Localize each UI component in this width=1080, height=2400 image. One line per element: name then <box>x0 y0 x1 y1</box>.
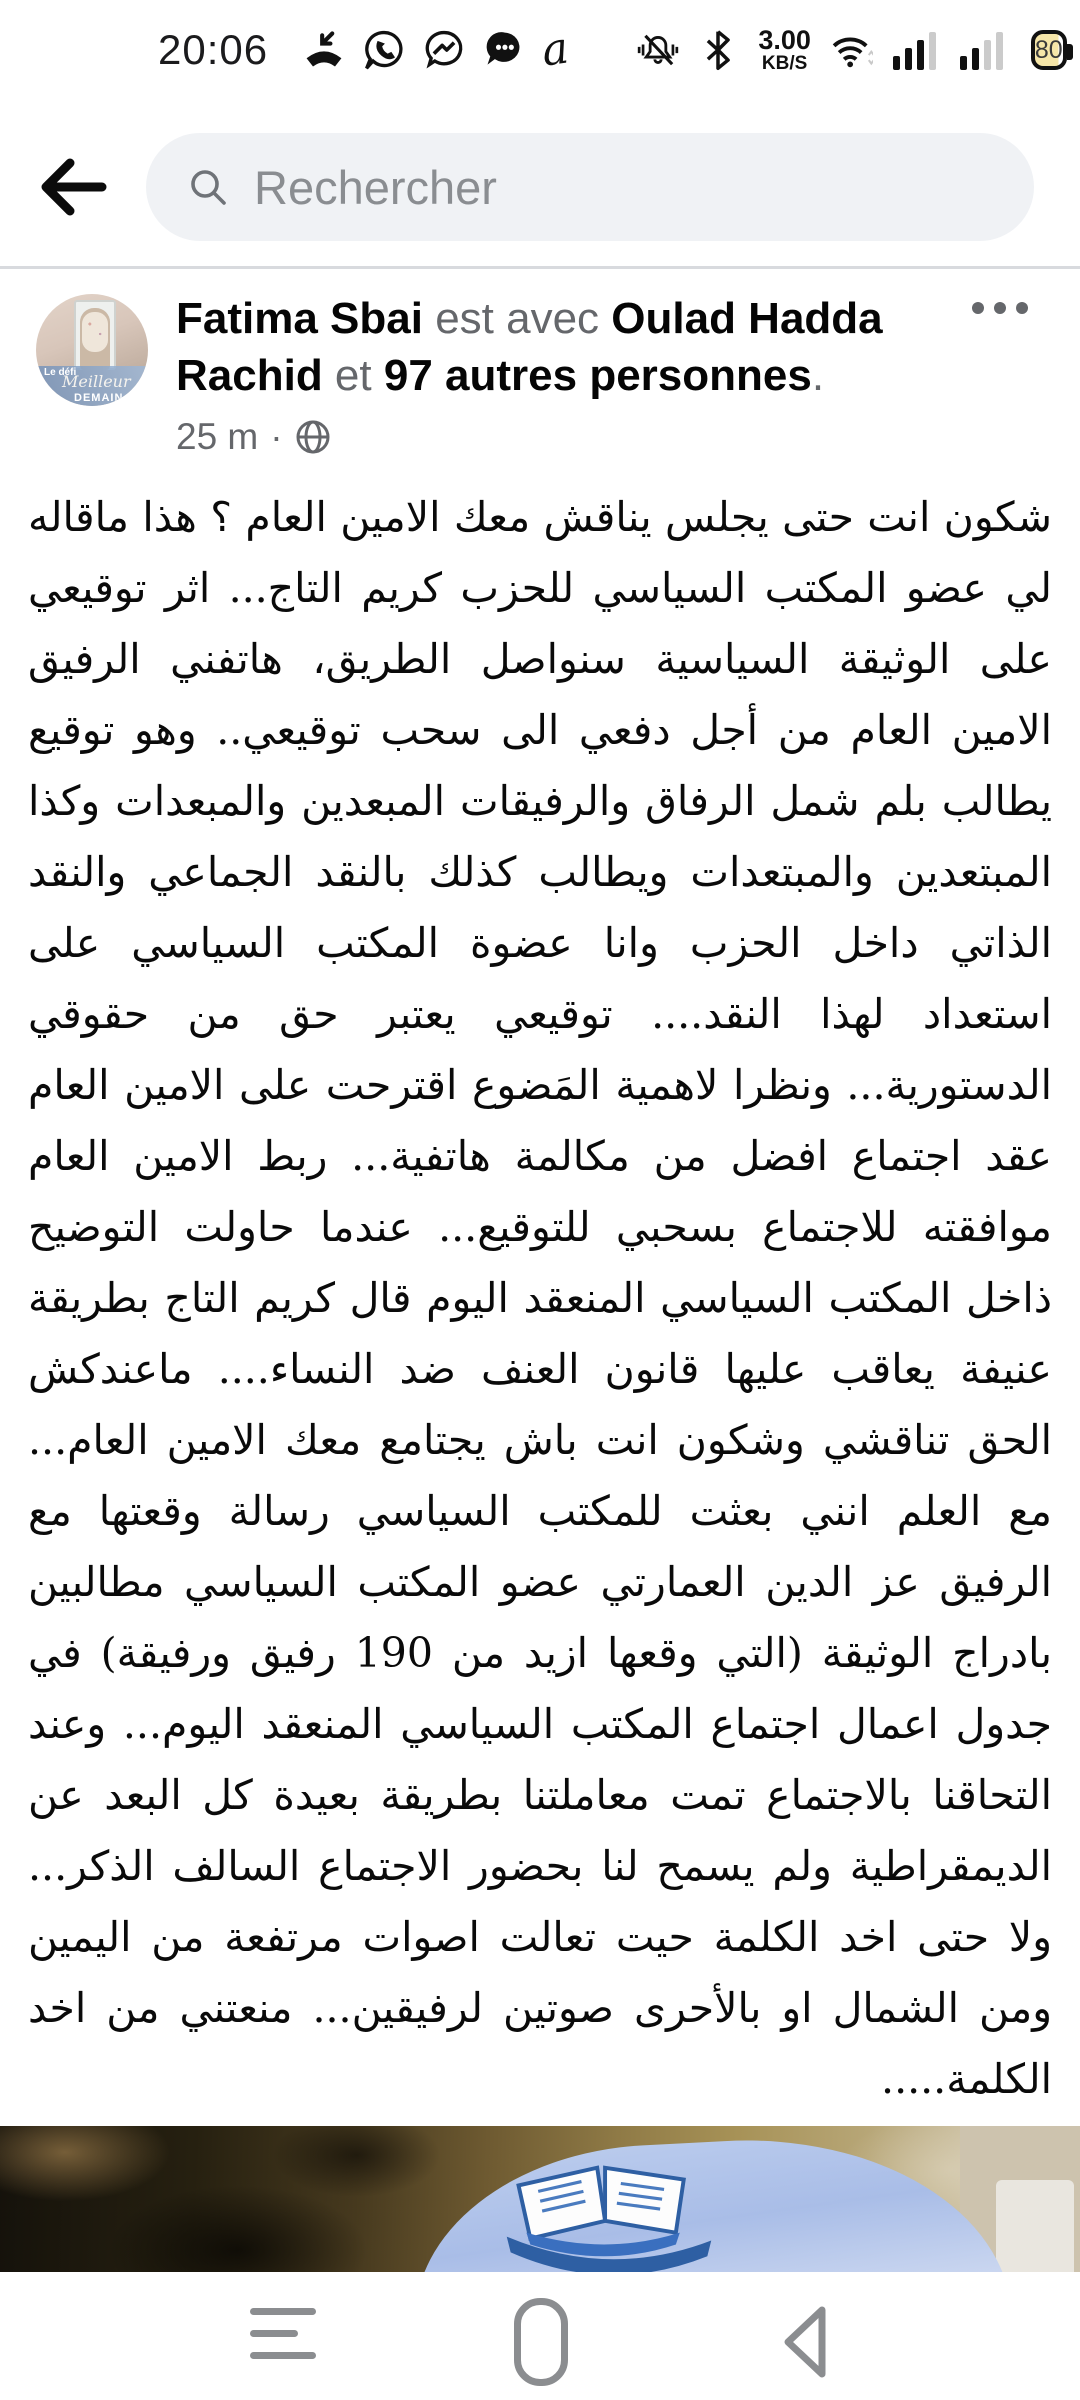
battery-icon <box>1031 30 1067 70</box>
vibrate-mute-icon <box>636 28 680 72</box>
network-speed-unit: KB/S <box>761 53 808 75</box>
others-count[interactable]: 97 autres personnes <box>383 351 812 400</box>
post-meta <box>176 416 1080 458</box>
search-input[interactable] <box>146 133 1034 241</box>
globe-icon <box>295 419 331 455</box>
back-arrow-icon <box>36 149 112 225</box>
chat-bubble-icon <box>482 28 526 72</box>
search-row <box>0 112 1080 262</box>
connector-text: est avec <box>422 294 612 343</box>
photo-door <box>996 2180 1074 2272</box>
system-nav-bar <box>0 2272 1080 2400</box>
avatar-overlay-text-3: DEMAIN <box>74 392 124 404</box>
battery-level: 80 <box>1034 35 1063 64</box>
network-speed <box>758 24 811 75</box>
connector-text-2: et <box>322 351 384 400</box>
missed-call-icon <box>302 28 346 72</box>
bluetooth-icon <box>696 28 740 72</box>
post-title <box>176 290 930 404</box>
avatar-overlay-text-1: Le défi <box>44 367 77 378</box>
divider <box>0 266 1080 269</box>
post-body-text: شكون انت حتى يجلس يناقش معك الامين العام ؟ هذا ماقاله لي عضو المكتب السياسي للحزب كريم التاج... اثر توقيعي على الوثيقة السياسية سنواصل الطريق، هاتفني الرفيق الامين العام من أجل دفعي الى سحب توقيعي.. وهو توقيع يطالب بلم شمل الرفاق والرفيقات المبعدين والمبعدات وكذا المبتعدين والمبتعدات ويطالب كذلك بالنقد الجماعي والنقد الذاتي داخل الحزب وانا عضوة المكتب السياسي على استعداد لهذا النقد.... توقيعي يعتبر حق من حقوقي الدستورية... ونظرا لاهمية المَضوع اقترحت على الامين العام عقد اجتماع افضل من مكالمة هاتفية... ربط الامين العام موافقته للاجتماع بسحبي للتوقيع... عندما حاولت التوضيح ذاخل المكتب السياسي المنعقد اليوم قال كريم التاج بطريقة عنيفة يعاقب عليها قانون العنف ضد النساء.... ماعندكش الحق تناقشي وشكون انت باش يجتامع معك الامين العام... مع العلم انني بعثت للمكتب السياسي رسالة وقعتها مع الرفيق عز الدين العمارتي عضو المكتب السياسي مطالبين بادراج الوثيقة (التي وقعها ازيد من 190 رفيق ورفيقة) في جدول اعمال اجتماع المكتب السياسي المنعقد اليوم... وعند التحاقنا بالاجتماع تمت معاملتنا بطريقة بعيدة كل البعد عن الديمقراطية ولم يسمح لنا بحضور الاجتماع السالف الذكر... ولا حتى اخد الكلمة حيت تعالت اصوات مرتفعة من اليمين ومن الشمال او بالأحرى صوتين لرفيقين... منعتني من اخد الكلمة..... <box>28 493 1052 2103</box>
author-name[interactable]: Fatima Sbai <box>176 294 423 343</box>
tagged-name[interactable]: Oulad Hadda Rachid <box>176 294 883 400</box>
back-button[interactable] <box>36 149 112 225</box>
whatsapp-icon <box>362 28 406 72</box>
avatar[interactable] <box>36 294 148 406</box>
status-bar <box>0 0 1080 100</box>
avatar-scarf <box>82 312 108 352</box>
meta-separator: · <box>270 416 283 457</box>
nav-back-button[interactable] <box>772 2298 842 2386</box>
sim2-signal-icon <box>960 30 1003 70</box>
messenger-icon <box>422 28 466 72</box>
post-header <box>0 290 1080 458</box>
wifi-icon <box>829 28 873 72</box>
home-button[interactable] <box>514 2298 568 2386</box>
post-options-button[interactable] <box>972 302 1028 314</box>
menu-button[interactable] <box>250 2308 316 2359</box>
sim1-signal-icon <box>893 30 936 70</box>
post-photo[interactable] <box>0 2126 1080 2272</box>
clock: 20:06 <box>158 26 269 73</box>
search-icon <box>186 165 230 209</box>
search-placeholder: Rechercher <box>254 160 497 214</box>
network-speed-value: 3.00 <box>758 24 811 55</box>
avatar-overlay-text-2: Meilleur <box>62 372 131 391</box>
cursive-a-icon: a <box>538 22 572 77</box>
time-ago: 25 m <box>176 416 259 457</box>
open-book-logo <box>480 2154 738 2272</box>
period: . <box>811 351 825 400</box>
